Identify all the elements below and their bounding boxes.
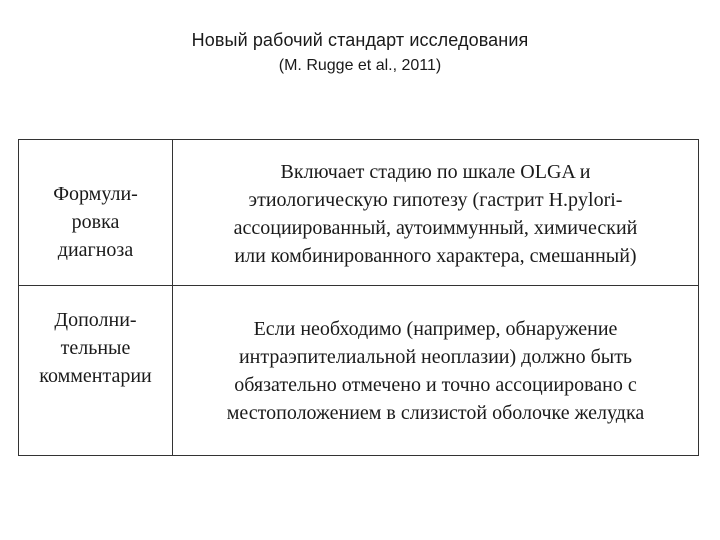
standard-table — [18, 139, 699, 456]
value-line: или комбинированного характера, смешанный) — [234, 244, 637, 267]
label-line: тельные — [60, 336, 131, 359]
value-line: местоположением в слизистой оболочке желудка — [226, 401, 645, 424]
label-line: Дополни- — [54, 308, 137, 331]
label-line: диагноза — [57, 238, 134, 261]
row-value-comments — [173, 286, 698, 455]
page-title: Новый рабочий стандарт исследования — [191, 30, 529, 50]
row-label-comments — [19, 286, 173, 455]
value-line: интраэпителиальной неоплазии) должно быть — [238, 345, 633, 368]
label-line: ровка — [71, 210, 120, 233]
row-label-diagnosis — [19, 140, 173, 285]
value-line: Включает стадию по шкале OLGA и — [280, 160, 591, 183]
label-line: Формули- — [53, 182, 138, 205]
value-line: обязательно отмечено и точно ассоциировано с — [234, 373, 637, 396]
table-row-diagnosis — [19, 140, 698, 286]
label-line: комментарии — [39, 364, 152, 387]
value-line: ассоциированный, аутоиммунный, химический — [233, 216, 638, 239]
page-subtitle-citation: (M. Rugge et al., 2011) — [278, 57, 442, 74]
value-line: Если необходимо (например, обнаружение — [253, 317, 618, 340]
row-value-diagnosis — [173, 140, 698, 285]
value-line: этиологическую гипотезу (гастрит H.pylori- — [248, 188, 623, 211]
table-row-comments — [19, 286, 698, 455]
